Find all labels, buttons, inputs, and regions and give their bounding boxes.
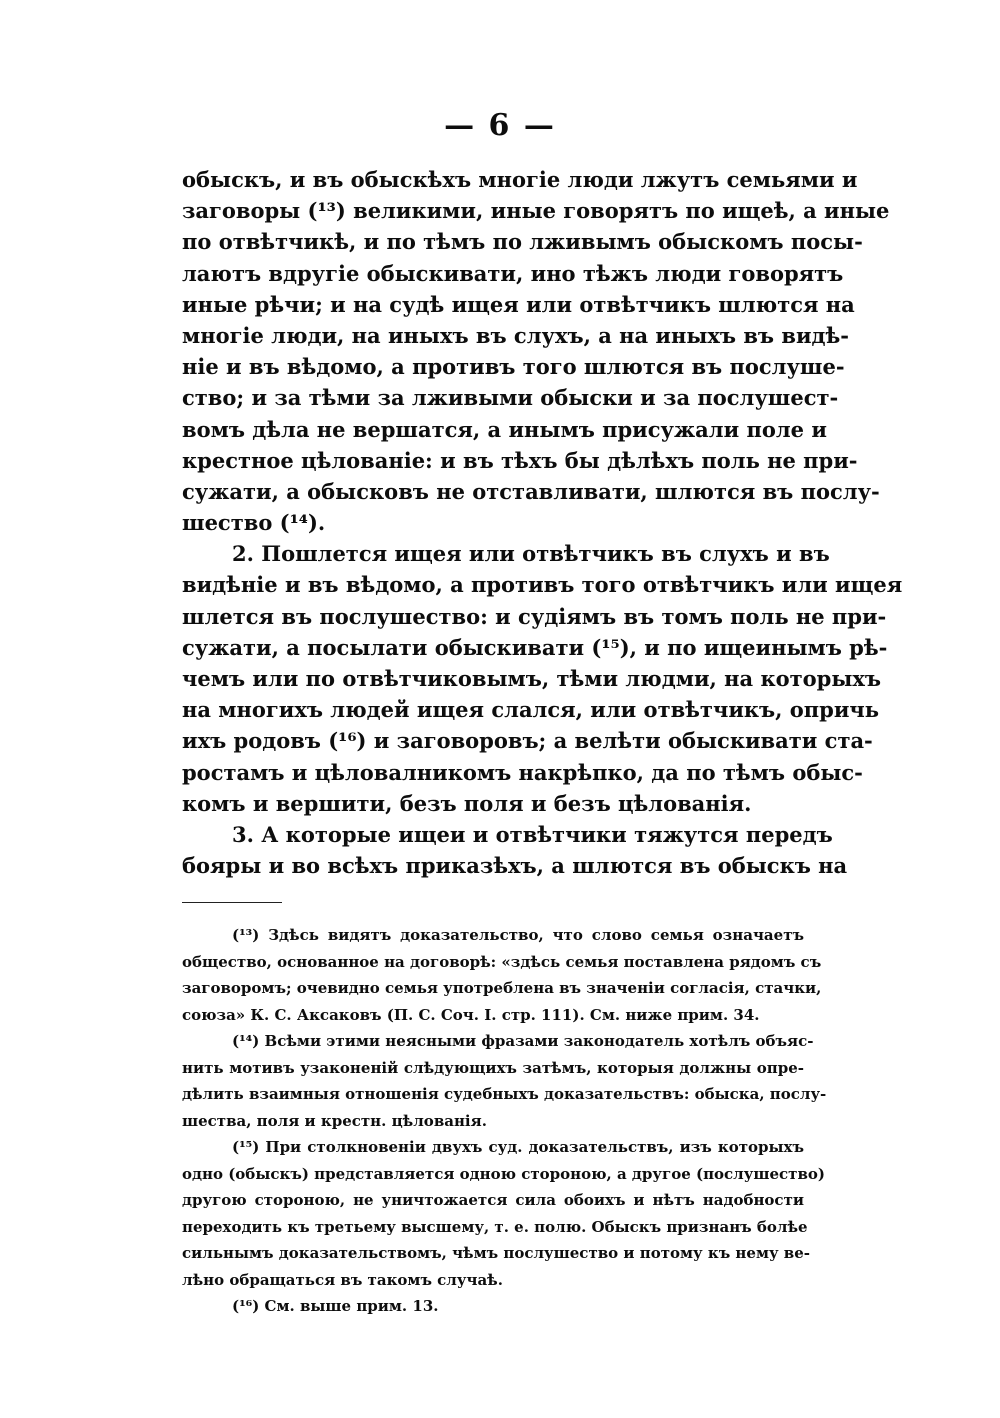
text-line: ніе и въ вѣдомо, а противъ того шлются въ послуше- — [182, 354, 845, 380]
text-line: обыскъ, и въ обыскѣхъ многіе люди лжутъ семьями и — [182, 167, 858, 192]
text-line: ростамъ и цѣловалникомъ накрѣпко, да по тѣмъ обыс- — [182, 759, 863, 785]
text-line: сужати, а обысковъ не отставливати, шлются въ послу- — [182, 478, 880, 504]
footnote-divider — [182, 902, 282, 903]
footnote-line: (¹⁴) Всѣми этими неясными фразами законодатель хотѣлъ объяс- — [232, 1032, 814, 1050]
footnote-line: лѣно обращаться въ такомъ случаѣ. — [182, 1270, 503, 1289]
page-number: — 6 — — [444, 108, 556, 143]
footnote-line: сильнымъ доказательствомъ, чѣмъ послушество и потому къ нему ве- — [182, 1244, 811, 1262]
footnote-line: переходить къ третьему высшему, т. е. полю. Обыскъ признанъ болѣе — [182, 1217, 808, 1236]
footnote-line: шества, поля и крестн. цѣлованія. — [182, 1111, 487, 1130]
footnote-line: союза» К. С. Аксаковъ (П. С. Соч. I. стр. 111). См. ниже прим. 34. — [182, 1005, 760, 1024]
text-line: многіе люди, на иныхъ въ слухъ, а на иныхъ въ видѣ- — [182, 322, 849, 348]
footnote-line: (¹⁵) При столкновеніи двухъ суд. доказательствъ, изъ которыхъ — [232, 1138, 804, 1156]
article-start-line: 3. А которые ищеи и отвѣтчики тяжутся передъ — [232, 821, 833, 847]
footnote-line: (¹³) Здѣсь видятъ доказательство, что слово семья означаетъ — [232, 926, 804, 944]
text-line: ихъ родовъ (¹⁶) и заговоровъ; а велѣти обыскивати ста- — [182, 728, 873, 754]
text-line: на многихъ людей ищея слался, или отвѣтчикъ, опричь — [182, 697, 880, 723]
text-line: шество (¹⁴). — [182, 510, 326, 536]
footnote-line: другою стороною, не уничтожается сила обоихъ и нѣтъ надобности — [182, 1191, 804, 1209]
text-line: иные рѣчи; и на судѣ ищея или отвѣтчикъ шлются на — [182, 291, 855, 317]
text-line: лаютъ вдругіе обыскивати, ино тѣжъ люди говорятъ — [182, 260, 844, 286]
text-line: чемъ или по отвѣтчиковымъ, тѣми людми, на которыхъ — [182, 666, 881, 691]
text-line: крестное цѣлованіе: и въ тѣхъ бы дѣлѣхъ поль не при- — [182, 447, 858, 473]
main-text — [182, 164, 903, 881]
text-line: заговоры (¹³) великими, иные говорятъ по ищеѣ, а иные — [182, 198, 890, 224]
footnote-line: нить мотивъ узаконеній слѣдующихъ затѣмъ, которыя должны опре- — [182, 1058, 804, 1077]
text-line: вомъ дѣла не вершатся, а инымъ присужали поле и — [182, 416, 827, 442]
text-line: сужати, а посылати обыскивати (¹⁵), и по ищеинымъ рѣ- — [182, 634, 888, 660]
text-line: видѣніе и въ вѣдомо, а противъ того отвѣтчикъ или ищея — [182, 572, 903, 598]
footnote-line: дѣлить взаимныя отношенія судебныхъ доказательствъ: обыска, послу- — [182, 1085, 827, 1103]
text-line: ство; и за тѣми за лживыми обыски и за послушест- — [182, 385, 839, 411]
footnotes — [182, 922, 827, 1320]
footnote-line: общество, основанное на договорѣ: «здѣсь семья поставлена рядомъ съ — [182, 952, 822, 971]
footnote-line: заговоромъ; очевидно семья употреблена въ значеніи согласія, стачки, — [182, 979, 822, 997]
article-start-line: 2. Пошлется ищея или отвѣтчикъ въ слухъ и въ — [232, 541, 830, 567]
text-line: по отвѣтчикѣ, и по тѣмъ по лживымъ обыскомъ посы- — [182, 229, 863, 255]
footnote-line: одно (обыскъ) представляется одною стороною, а другое (послушество) — [182, 1164, 825, 1183]
text-line: шлется въ послушество: и судіямъ въ томъ поль не при- — [182, 603, 887, 629]
text-line: бояры и во всѣхъ приказѣхъ, а шлются въ обыскъ на — [182, 853, 848, 879]
footnote-line: (¹⁶) См. выше прим. 13. — [232, 1297, 439, 1315]
text-line: комъ и вершити, безъ поля и безъ цѣлованія. — [182, 790, 752, 816]
